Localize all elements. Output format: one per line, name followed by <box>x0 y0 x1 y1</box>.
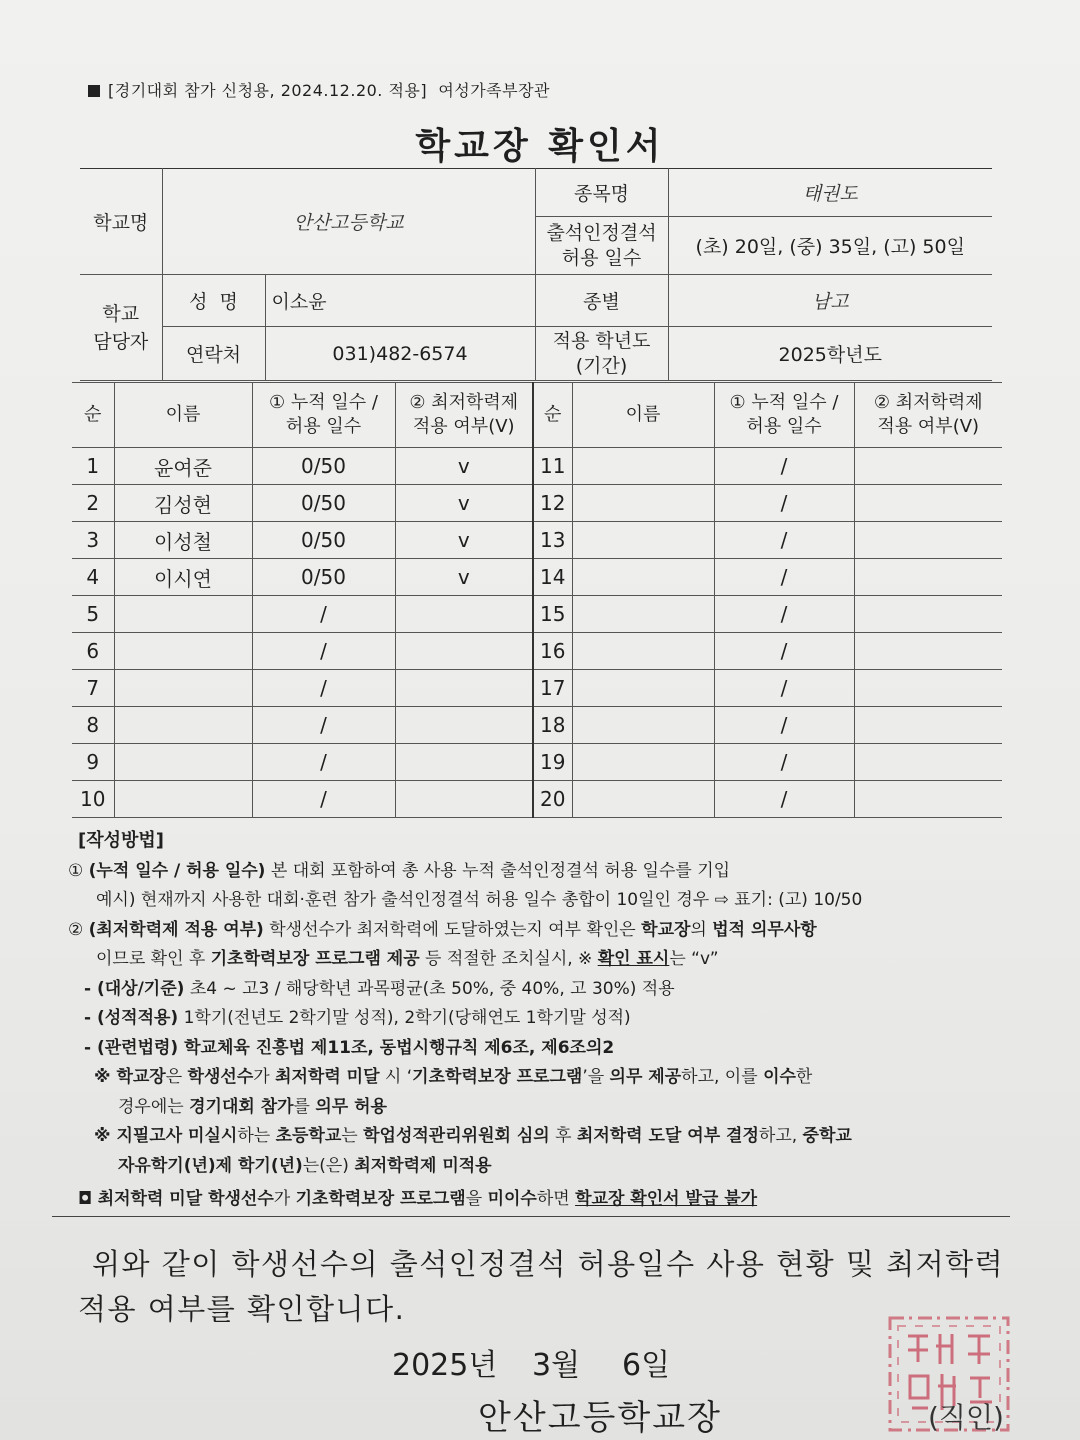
note-1-cont: 경우에는 경기대회 참가를 의무 허용 <box>118 1096 387 1117</box>
row-check: v <box>395 485 533 522</box>
row-check <box>854 633 1002 670</box>
row-name <box>114 596 252 633</box>
square-bullet-icon <box>88 85 100 97</box>
row-check <box>395 707 533 744</box>
absence-label: 출석인정결석 허용 일수 <box>535 217 668 275</box>
manager-name: 이소윤 <box>265 275 535 327</box>
row-no: 4 <box>72 559 114 596</box>
student-list-table <box>72 382 1002 818</box>
row-name <box>572 633 714 670</box>
col-days-header-right: ① 누적 일수 / 허용 일수 <box>714 383 854 448</box>
event-value: 태권도 <box>668 169 992 217</box>
row-check <box>854 559 1002 596</box>
instructions-title: [작성방법] <box>78 830 165 851</box>
year-value: 2025학년도 <box>668 327 992 381</box>
row-check: v <box>395 448 533 485</box>
instruction-2-cont: 이므로 확인 후 기초학력보장 프로그램 제공 등 적절한 조치실시, ※ 확인 표시는 “v” <box>96 949 719 969</box>
row-name <box>114 781 252 818</box>
table-row <box>72 448 1002 485</box>
arrow-box-icon: ◘ <box>78 1189 93 1209</box>
table-row <box>72 596 1002 633</box>
row-no: 15 <box>533 596 572 633</box>
table-row <box>72 633 1002 670</box>
note-1: ※ 학교장은 학생선수가 최저학력 미달 시 ‘기초학력보장 프로그램’을 의무 제공하고, 이를 이수한 <box>94 1067 813 1087</box>
row-check <box>854 522 1002 559</box>
list-header-row <box>72 383 1002 448</box>
row-days: / <box>714 559 854 596</box>
row-no: 11 <box>533 448 572 485</box>
row-days: 0/50 <box>252 485 395 522</box>
row-days: 0/50 <box>252 559 395 596</box>
row-days: / <box>714 633 854 670</box>
row-check <box>854 485 1002 522</box>
row-name <box>572 522 714 559</box>
row-name <box>114 707 252 744</box>
col-no-header-right: 순 <box>533 383 572 448</box>
col-days-header: ① 누적 일수 / 허용 일수 <box>252 383 395 448</box>
row-check <box>395 633 533 670</box>
row-check: v <box>395 522 533 559</box>
row-days: / <box>714 781 854 818</box>
row-name <box>572 744 714 781</box>
absence-days-value: (초) 20일, (중) 35일, (고) 50일 <box>668 217 992 275</box>
row-name <box>114 744 252 781</box>
instruction-2: ② (최저학력제 적용 여부) 학생선수가 최저학력에 도달하였는지 여부 확인은 학교장의 법적 의무사항 <box>68 919 817 940</box>
confirmation-statement: 위와 같이 학생선수의 출석인정결석 허용일수 사용 현황 및 최저학력 적용 여부를 확인합니다. <box>78 1247 1005 1326</box>
final-note: ◘ 최저학력 미달 학생선수가 기초학력보장 프로그램을 미이수하면 학교장 확인서 발급 불가 <box>78 1189 758 1209</box>
table-row <box>72 485 1002 522</box>
ministry-name: 여성가족부장관 <box>438 81 551 100</box>
row-name <box>572 559 714 596</box>
row-name <box>572 448 714 485</box>
info-table <box>80 168 992 381</box>
row-no: 14 <box>533 559 572 596</box>
row-check <box>854 670 1002 707</box>
year-label: 적용 학년도 (기간) <box>535 327 668 381</box>
detail-target: - (대상/기준) 초4 ~ 고3 / 해당학년 과목평균(초 50%, 중 40%, 고 30%) 적용 <box>84 978 675 999</box>
row-check <box>854 707 1002 744</box>
row-days: / <box>252 744 395 781</box>
divider <box>52 1216 1010 1217</box>
row-days: / <box>714 596 854 633</box>
contact-label: 연락처 <box>162 327 265 381</box>
row-no: 7 <box>72 670 114 707</box>
row-days: / <box>714 522 854 559</box>
detail-law: - (관련법령) 학교체육 진흥법 제11조, 동법시행규칙 제6조, 제6조의2 <box>84 1037 615 1058</box>
row-no: 1 <box>72 448 114 485</box>
col-no-header: 순 <box>72 383 114 448</box>
seal-label: (직인) <box>928 1401 1004 1434</box>
row-name: 이성철 <box>114 522 252 559</box>
row-no: 13 <box>533 522 572 559</box>
row-check <box>854 744 1002 781</box>
row-name <box>114 670 252 707</box>
date-day: 6일 <box>622 1348 671 1383</box>
row-check <box>395 744 533 781</box>
row-name <box>572 485 714 522</box>
row-no: 6 <box>72 633 114 670</box>
col-name-header: 이름 <box>114 383 252 448</box>
page-title: 학교장 확인서 <box>415 126 665 167</box>
row-days: / <box>714 485 854 522</box>
row-days: 0/50 <box>252 448 395 485</box>
instruction-1: ① (누적 일수 / 허용 일수) 본 대회 포함하여 총 사용 누적 출석인정결석 허용 일수를 기입 <box>68 860 731 881</box>
table-row <box>72 781 1002 818</box>
name-label: 성 명 <box>162 275 265 327</box>
header-note: [경기대회 참가 신청용, 2024.12.20. 적용] 여성가족부장관 <box>88 78 550 101</box>
row-no: 9 <box>72 744 114 781</box>
contact-value: 031)482-6574 <box>265 327 535 381</box>
col-name-header-right: 이름 <box>572 383 714 448</box>
instructions <box>68 826 1013 1215</box>
manager-label: 학교 담당자 <box>80 275 162 381</box>
principal-name: 안산고등학교장 <box>478 1398 722 1438</box>
row-check <box>395 670 533 707</box>
row-name: 이시연 <box>114 559 252 596</box>
row-name <box>114 633 252 670</box>
date-year: 2025년 <box>392 1348 498 1383</box>
row-check: v <box>395 559 533 596</box>
row-name <box>572 707 714 744</box>
school-name: 안산고등학교 <box>162 169 535 275</box>
row-name <box>572 670 714 707</box>
row-days: / <box>714 670 854 707</box>
row-days: / <box>252 670 395 707</box>
row-days: / <box>714 707 854 744</box>
row-no: 12 <box>533 485 572 522</box>
date-month: 3월 <box>532 1348 581 1383</box>
row-days: / <box>252 633 395 670</box>
table-row <box>72 707 1002 744</box>
gender-value: 남고 <box>668 275 992 327</box>
row-days: 0/50 <box>252 522 395 559</box>
col-min-header: ② 최저학력제 적용 여부(V) <box>395 383 533 448</box>
row-name: 윤여준 <box>114 448 252 485</box>
row-no: 2 <box>72 485 114 522</box>
row-no: 8 <box>72 707 114 744</box>
row-check <box>854 448 1002 485</box>
school-label: 학교명 <box>80 169 162 275</box>
note-2-cont: 자유학기(년)제 학기(년)는(은) 최저학력제 미적용 <box>118 1155 492 1176</box>
row-days: / <box>252 596 395 633</box>
row-no: 20 <box>533 781 572 818</box>
row-check <box>395 781 533 818</box>
col-min-header-right: ② 최저학력제 적용 여부(V) <box>854 383 1002 448</box>
row-days: / <box>252 781 395 818</box>
row-name <box>572 781 714 818</box>
table-row <box>72 522 1002 559</box>
row-no: 18 <box>533 707 572 744</box>
row-check <box>395 596 533 633</box>
row-no: 3 <box>72 522 114 559</box>
row-days: / <box>252 707 395 744</box>
row-name <box>572 596 714 633</box>
event-label: 종목명 <box>535 169 668 217</box>
row-no: 10 <box>72 781 114 818</box>
table-row <box>72 670 1002 707</box>
row-days: / <box>714 744 854 781</box>
row-check <box>854 596 1002 633</box>
detail-grades: - (성적적용) 1학기(전년도 2학기말 성적), 2학기(당해연도 1학기말 성적) <box>84 1008 631 1028</box>
row-no: 16 <box>533 633 572 670</box>
note-2: ※ 지필고사 미실시하는 초등학교는 학업성적관리위원회 심의 후 최저학력 도달 여부 결정하고, 중학교 <box>94 1126 852 1146</box>
instruction-1-example: 예시) 현재까지 사용한 대회·훈련 참가 출석인정결석 허용 일수 총합이 10일인 경우 ⇨ 표기: (고) 10/50 <box>96 890 863 910</box>
row-check <box>854 781 1002 818</box>
row-no: 19 <box>533 744 572 781</box>
row-no: 17 <box>533 670 572 707</box>
row-name: 김성현 <box>114 485 252 522</box>
row-no: 5 <box>72 596 114 633</box>
row-days: / <box>714 448 854 485</box>
table-row <box>72 559 1002 596</box>
gender-label: 종별 <box>535 275 668 327</box>
table-row <box>72 744 1002 781</box>
